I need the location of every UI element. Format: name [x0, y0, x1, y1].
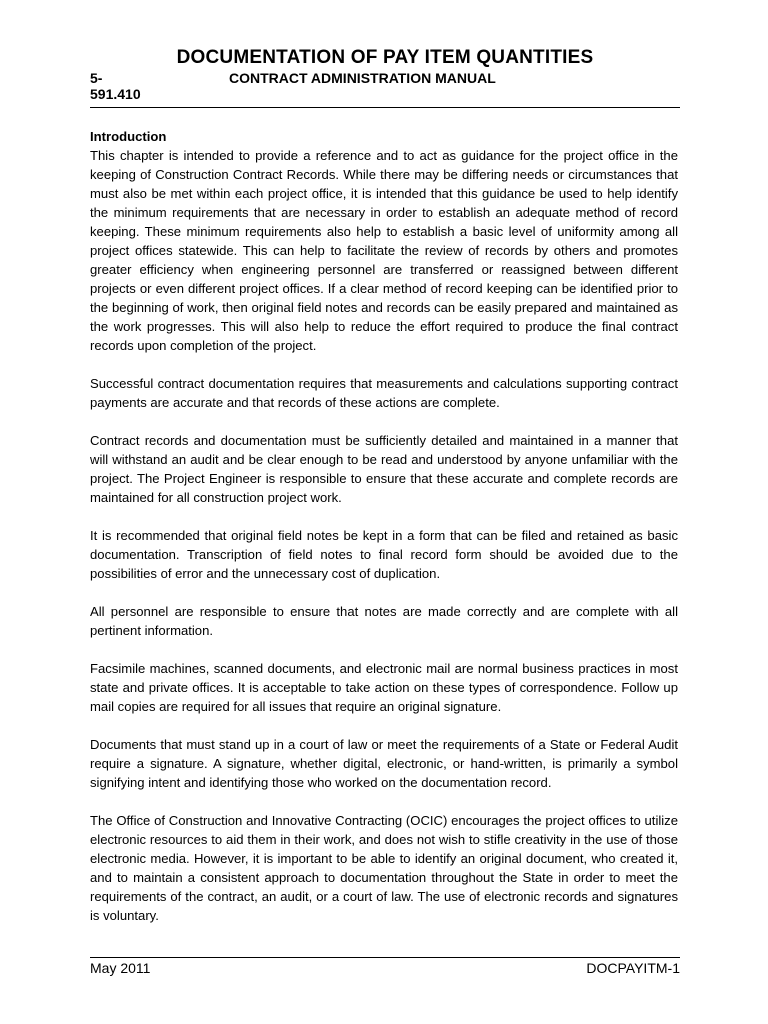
header-divider [90, 107, 680, 108]
section-number: 5-591.410 [90, 70, 141, 102]
paragraph-ocic: The Office of Construction and Innovative Contracting (OCIC) encourages the project offices to utilize electronic resources to aid them in their work, and does not wish to stifle creativity in the use of those electronic media. However, it is important to be able to identify an original document, who created it, and to maintain a consistent approach to documentation throughout the State in order to meet the requirements of the contract, an audit, or a court of law. The use of electronic records and signatures is voluntary. [90, 813, 678, 923]
document-body [90, 127, 678, 944]
paragraph-field-notes: It is recommended that original field notes be kept in a form that can be filed and retained as basic documentation. Transcription of field notes to final record form should be avoided due to the possibilities of error and the unnecessary cost of duplication. [90, 528, 678, 581]
footer-divider [90, 957, 680, 958]
paragraph-successful-documentation: Successful contract documentation requires that measurements and calculations supporting contract payments are accurate and that records of these actions are complete. [90, 376, 678, 410]
manual-name: CONTRACT ADMINISTRATION MANUAL [229, 70, 496, 86]
paragraph-signatures: Documents that must stand up in a court of law or meet the requirements of a State or Federal Audit require a signature. A signature, whether digital, electronic, or hand-written, is primarily a symbol signifying intent and identifying those who worked on the documentation record. [90, 737, 678, 790]
paragraph-personnel: All personnel are responsible to ensure that notes are made correctly and are complete with all pertinent information. [90, 604, 678, 638]
footer-date: May 2011 [90, 960, 151, 976]
paragraph-facsimile: Facsimile machines, scanned documents, and electronic mail are normal business practices in most state and private offices. It is acceptable to take action on these types of correspondence. Follow up mail copies are required for all issues that require an original signature. [90, 661, 678, 714]
paragraph-contract-records: Contract records and documentation must be sufficiently detailed and maintained in a manner that will withstand an audit and be clear enough to be read and understood by anyone unfamiliar with the project. The Project Engineer is responsible to ensure that these accurate and complete records are maintained for all construction project work. [90, 433, 678, 505]
footer-page-number: DOCPAYITM-1 [586, 960, 680, 976]
section-heading: Introduction [90, 129, 167, 144]
paragraph-intro: This chapter is intended to provide a reference and to act as guidance for the project office in the keeping of Construction Contract Records. While there may be differing needs or circumstances that must also be met within each project office, it is intended that this guidance be used to help identify the minimum requirements that are necessary in order to establish an adequate method of record keeping. These minimum requirements also help to establish a basic level of uniformity among all project offices statewide. This can help to facilitate the review of records by others and promotes greater efficiency when engineering personnel are transferred or reassigned between different projects or even different project offices. If a clear method of record keeping can be identified prior to the beginning of work, then original field notes and records can be easily prepared and maintained as the work progresses. This will also help to reduce the effort required to produce the final contract records upon completion of the project. [90, 148, 678, 353]
page-title: DOCUMENTATION OF PAY ITEM QUANTITIES [176, 47, 594, 68]
